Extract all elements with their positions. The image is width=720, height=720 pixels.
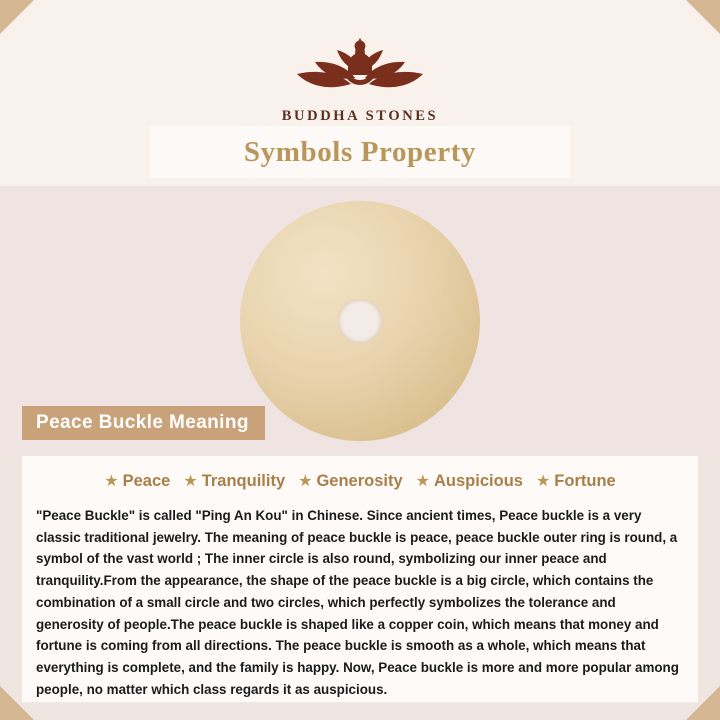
page-title: Symbols Property	[243, 135, 477, 168]
star-icon: ★	[183, 472, 198, 490]
section-header-label: Peace Buckle Meaning	[36, 412, 249, 433]
corner-decoration-top-right	[686, 0, 720, 34]
corner-decoration-top-left	[0, 0, 34, 34]
lotus-meditation-icon	[0, 28, 720, 102]
header-band	[0, 0, 720, 186]
brand-logo	[0, 28, 720, 125]
keyword-label: Fortune	[554, 472, 616, 490]
list-item	[104, 472, 170, 491]
list-item	[183, 472, 285, 491]
title-banner	[150, 126, 570, 178]
star-icon: ★	[415, 472, 431, 490]
list-item	[536, 472, 616, 491]
list-item	[416, 472, 523, 491]
keyword-label: Tranquility	[201, 472, 286, 490]
peace-buckle-disc-icon	[240, 201, 480, 441]
section-header-bar	[22, 406, 265, 440]
corner-decoration-bottom-right	[686, 686, 720, 720]
list-item	[298, 472, 403, 491]
star-icon: ★	[298, 472, 313, 490]
brand-name: BUDDHA STONES	[281, 108, 439, 124]
disc-center-hole	[338, 299, 382, 343]
corner-decoration-bottom-left	[0, 686, 34, 720]
star-icon: ★	[104, 472, 119, 490]
keyword-label: Peace	[122, 472, 171, 490]
description-paragraph: "Peace Buckle" is called "Ping An Kou" in Chinese. Since ancient times, Peace buckle is a very classic traditional jewelry. The meaning of peace buckle is peace, peace buckle outer ring is round, a symbol of the vast world ; The inner circle is also round, symbolizing our inner peace and tranquility.From the appearance, the shape of the peace buckle is a big circle, which contains the combination of a small circle and two circles, which perfectly symbolizes the tolerance and generosity of people.The peace buckle is shaped like a copper coin, which means that money and fortune is coming from all directions. The peace buckle is smooth as a whole, which means that everything is complete, and the family is happy. Now, Peace buckle is more and more popular among people, no matter which class regards it as auspicious.	[36, 508, 679, 697]
keyword-label: Auspicious	[434, 472, 523, 490]
keyword-label: Generosity	[316, 472, 403, 490]
description-panel	[22, 456, 698, 702]
keyword-list	[36, 472, 684, 491]
star-icon: ★	[535, 472, 551, 490]
